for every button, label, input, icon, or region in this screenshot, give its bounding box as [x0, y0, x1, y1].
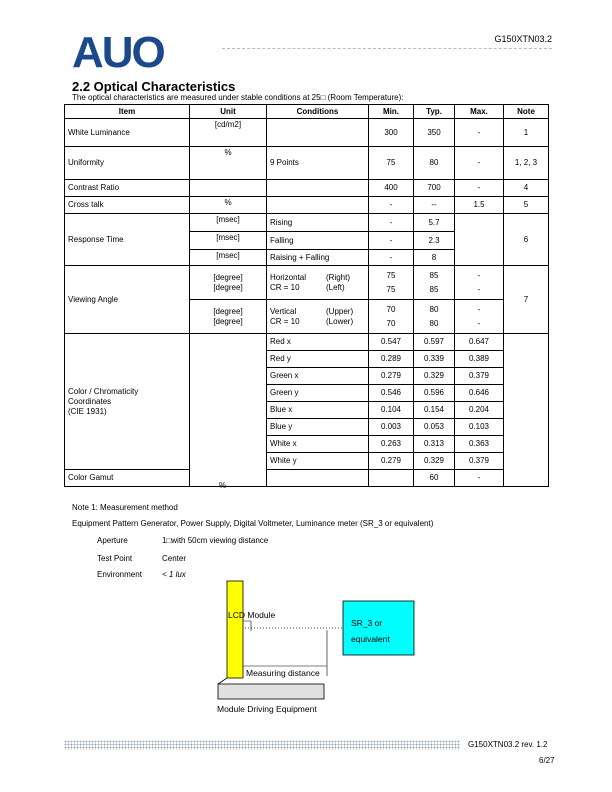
measuring-distance-label: Measuring distance [246, 668, 320, 678]
cell-typ: -- [414, 197, 455, 214]
unit-line: [degree] [213, 282, 243, 292]
cell-unit: [msec] [190, 214, 267, 232]
cell-cond: Green x [267, 368, 369, 385]
cell-note [504, 334, 549, 487]
cell-min: 75 75 [369, 266, 414, 300]
cell-unit [190, 180, 267, 197]
cell-cond: White x [267, 436, 369, 453]
center-marker [243, 621, 251, 631]
cell-max: 0.363 [455, 436, 504, 453]
cell-cond: Blue y [267, 419, 369, 436]
cell-max: 0.389 [455, 351, 504, 368]
driving-equipment-shape [218, 684, 324, 699]
cell-item: Uniformity [65, 147, 190, 180]
cell-max: - [455, 470, 504, 487]
cell-cond [267, 300, 369, 334]
cell-item: White Luminance [65, 119, 190, 147]
cell-unit [190, 300, 267, 334]
section-title: 2.2 Optical Characteristics [72, 79, 236, 94]
page-number: 6/27 [539, 756, 555, 765]
cell-item: Viewing Angle [65, 266, 190, 334]
cell-max: 1.5 [455, 197, 504, 214]
section-intro: The optical characteristics are measured under stable conditions at 25□ (Room Temperature): [72, 93, 404, 102]
cell-item: Contrast Ratio [65, 180, 190, 197]
cell-min: - [369, 197, 414, 214]
sr3-label-line1: SR_3 or [351, 618, 383, 628]
cell-cond: Red y [267, 351, 369, 368]
cell-typ: 0.329 [414, 368, 455, 385]
testpoint-label: Test Point [97, 554, 133, 563]
cell-min: - [369, 214, 414, 232]
table-row [65, 197, 549, 214]
table-header-row [65, 105, 549, 119]
header-typ: Typ. [414, 105, 455, 119]
cell-min: - [369, 232, 414, 250]
lcd-module-shape [227, 581, 243, 678]
cell-min: 0.104 [369, 402, 414, 419]
cond-line: Vertical (Upper) [270, 306, 354, 316]
cell-min: 0.263 [369, 436, 414, 453]
driving-equipment-label: Module Driving Equipment [217, 704, 317, 714]
optical-characteristics-table [64, 104, 549, 487]
cell-typ: 0.339 [414, 351, 455, 368]
cell-cond: 9 Points [267, 147, 369, 180]
cell-min: 0.289 [369, 351, 414, 368]
cell-typ: 0.329 [414, 453, 455, 470]
equipment-note: Equipment Pattern Generator, Power Supply, Digital Voltmeter, Luminance meter (SR_3 or equivalent) [72, 519, 434, 528]
cell-note: 1, 2, 3 [504, 147, 549, 180]
cell-typ: 700 [414, 180, 455, 197]
cond-line: CR = 10 (Lower) [270, 316, 354, 326]
unit-line: [degree] [213, 316, 243, 326]
table-row [65, 334, 549, 351]
cell-cond: Raising + Falling [267, 250, 369, 266]
cell-typ: 80 [414, 147, 455, 180]
cell-typ: 0.596 [414, 385, 455, 402]
cell-note: 1 [504, 119, 549, 147]
cell-unit: % [190, 147, 267, 180]
cell-min: 0.003 [369, 419, 414, 436]
cell-cond [267, 197, 369, 214]
cell-unit: [msec] [190, 232, 267, 250]
cell-cond: Rising [267, 214, 369, 232]
support-line [218, 678, 227, 684]
cell-typ: 0.053 [414, 419, 455, 436]
aperture-label: Aperture [97, 536, 128, 545]
cell-max: 0.204 [455, 402, 504, 419]
cell-item: Response Time [65, 214, 190, 266]
header-divider [222, 48, 552, 49]
header-min: Min. [369, 105, 414, 119]
cell-unit: [msec] [190, 250, 267, 266]
header-unit: Unit [190, 105, 267, 119]
table-row [65, 266, 549, 300]
header-max: Max. [455, 105, 504, 119]
cell-max: - [455, 180, 504, 197]
cell-max: - - [455, 300, 504, 334]
cell-max: - - [455, 266, 504, 300]
cell-unit [190, 334, 267, 487]
cond-line: Horizontal (Right) [270, 272, 351, 282]
cell-typ: 5.7 [414, 214, 455, 232]
cell-max [455, 214, 504, 266]
table-row [65, 214, 549, 232]
note-1-title: Note 1: Measurement method [72, 503, 178, 512]
cell-max: - [455, 119, 504, 147]
cell-typ: 0.154 [414, 402, 455, 419]
cell-cond: Red x [267, 334, 369, 351]
cell-min: 0.546 [369, 385, 414, 402]
cell-item: Color Gamut [65, 470, 190, 487]
cell-note: 4 [504, 180, 549, 197]
cell-item: Color / Chromaticity Coordinates (CIE 1931) [65, 334, 190, 470]
svg-text:AUO: AUO [72, 30, 164, 70]
cell-min: - [369, 250, 414, 266]
cell-unit: [cd/m2] [190, 119, 267, 147]
header-note: Note [504, 105, 549, 119]
cell-typ: 350 [414, 119, 455, 147]
cell-cond [267, 470, 369, 487]
cell-typ: 0.597 [414, 334, 455, 351]
cell-note: 6 [504, 214, 549, 266]
sr3-label-line2: equivalent [351, 634, 390, 644]
header-item: Item [65, 105, 190, 119]
table-row [65, 147, 549, 180]
cell-min: 0.547 [369, 334, 414, 351]
table-row [65, 119, 549, 147]
cell-max: 0.646 [455, 385, 504, 402]
cell-min: 300 [369, 119, 414, 147]
cell-cond: White y [267, 453, 369, 470]
gamut-unit: % [219, 481, 227, 490]
table-row [65, 180, 549, 197]
cell-max: 0.647 [455, 334, 504, 351]
cell-typ: 80 80 [414, 300, 455, 334]
cell-cond: Green y [267, 385, 369, 402]
cell-min: 70 70 [369, 300, 414, 334]
environment-label: Environment [97, 570, 142, 579]
cell-typ: 85 85 [414, 266, 455, 300]
cell-cond [267, 266, 369, 300]
footer-divider [64, 740, 460, 750]
cell-typ: 60 [414, 470, 455, 487]
cell-max: 0.379 [455, 368, 504, 385]
cell-item: Cross talk [65, 197, 190, 214]
testpoint-value: Center [162, 554, 187, 563]
cell-note: 5 [504, 197, 549, 214]
cell-min: 400 [369, 180, 414, 197]
auo-logo [72, 30, 184, 70]
cell-typ: 2.3 [414, 232, 455, 250]
document-id: G150XTN03.2 [494, 34, 552, 44]
cell-min: 0.279 [369, 453, 414, 470]
cell-note: 7 [504, 266, 549, 334]
aperture-value: 1□with 50cm viewing distance [162, 536, 269, 545]
cell-min: 0.279 [369, 368, 414, 385]
sr3-shape [343, 601, 414, 655]
cell-max: - [455, 147, 504, 180]
header-conditions: Conditions [267, 105, 369, 119]
cell-typ: 0.313 [414, 436, 455, 453]
cell-cond [267, 180, 369, 197]
unit-line: [degree] [213, 272, 243, 282]
cell-cond: Blue x [267, 402, 369, 419]
environment-value: < 1 lux [162, 570, 186, 579]
cell-unit [190, 266, 267, 300]
cell-min [369, 470, 414, 487]
footer-doc-revision: G150XTN03.2 rev. 1.2 [468, 740, 548, 749]
cell-min: 75 [369, 147, 414, 180]
cell-max: 0.103 [455, 419, 504, 436]
cell-typ: 8 [414, 250, 455, 266]
cell-cond: Falling [267, 232, 369, 250]
table-row [65, 470, 549, 487]
cell-unit: % [190, 197, 267, 214]
measurement-diagram [215, 578, 425, 718]
cell-cond [267, 119, 369, 147]
lcd-module-label: LCD Module [228, 610, 276, 620]
unit-line: [degree] [213, 306, 243, 316]
cond-line: CR = 10 (Left) [270, 282, 345, 292]
cell-max: 0.379 [455, 453, 504, 470]
